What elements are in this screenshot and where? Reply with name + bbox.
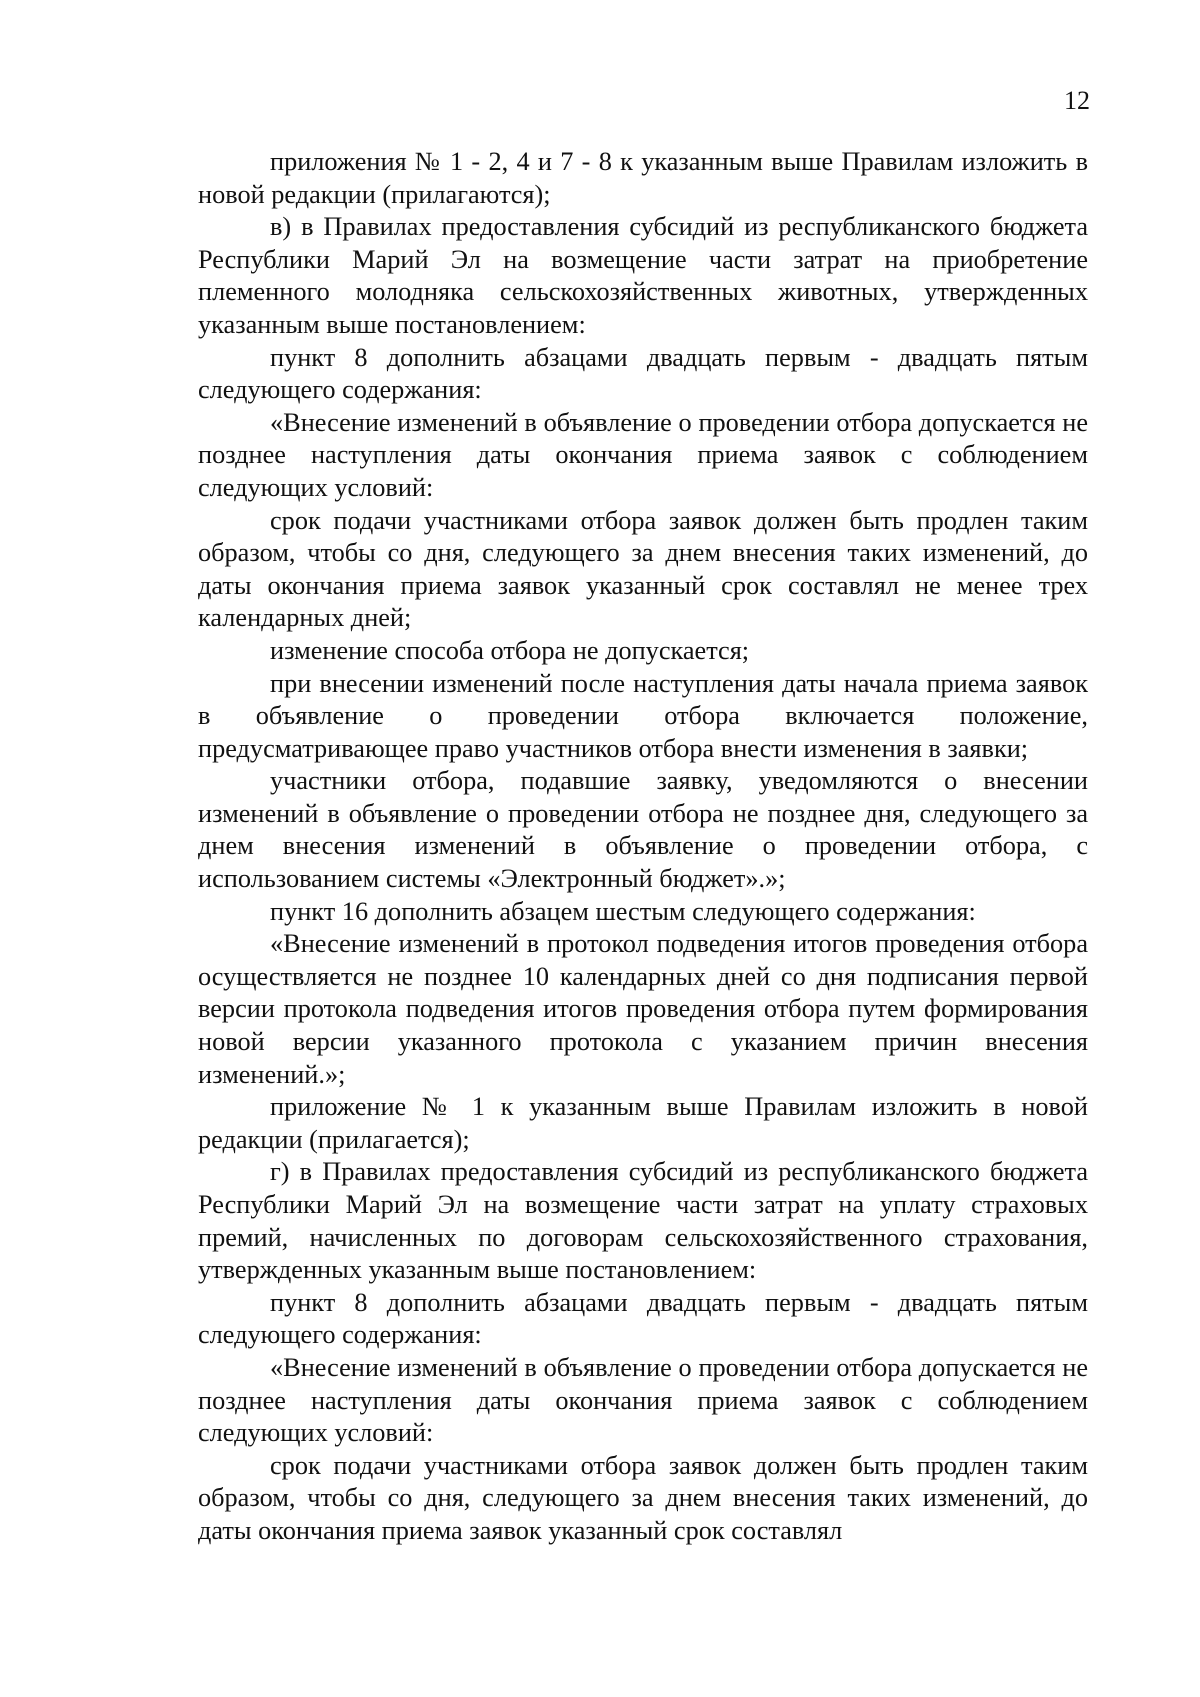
paragraph-item-g-insurance: г) в Правилах предоставления субсидий из республиканского бюджета Республики Марий Эл на возмещение части затрат на уплату страховых премий, начисленных по договорам сельскохозяйственного страхования, утвержденных указанным выше постановлением: [198,1157,1088,1285]
paragraph-point-8-addition: пункт 8 дополнить абзацами двадцать первым - двадцать пятым следующего содержания: [198,342,1088,405]
paragraph-method-unchanged: изменение способа отбора не допускается; [270,635,750,665]
paragraph-announcement-changes: «Внесение изменений в объявление о проведении отбора допускается не позднее наступления даты окончания приема заявок с соблюдением следующих условий: [198,407,1088,502]
paragraph-protocol-changes: «Внесение изменений в протокол подведения итогов проведения отбора осуществляется не позднее 10 календарных дней со дня подписания первой версии протокола подведения итогов проведения отбора путем формирования новой версии указанного протокола с указанием причин внесения изменений.»; [198,929,1088,1089]
paragraph-deadline-extension-2: срок подачи участниками отбора заявок должен быть продлен таким образом, чтобы со дня, следующего за днем внесения таких изменений, до даты окончания приема заявок указанный срок составлял [198,1450,1088,1545]
paragraph-appendix-1-2-4-7-8: приложения № 1 - 2, 4 и 7 - 8 к указанным выше Правилам изложить в новой редакции (прилагаются); [198,147,1088,209]
paragraph-participants-notified: участники отбора, подавшие заявку, уведомляются о внесении изменений в объявление о проведении отбора не позднее дня, следующего за днем внесения изменений в объявление о проведении отбора, с использованием системы «Электронный бюджет».»; [198,766,1088,894]
document-body [198,146,1088,1548]
paragraph-announcement-changes-2: «Внесение изменений в объявление о проведении отбора допускается не позднее наступления даты окончания приема заявок с соблюдением следующих условий: [198,1352,1088,1448]
paragraph-item-v-breeding-livestock: в) в Правилах предоставления субсидий из республиканского бюджета Республики Марий Эл на возмещение части затрат на приобретение племенного молодняка сельскохозяйственных животных, утвержденных указанным выше постановлением: [198,212,1088,339]
paragraph-point-16-addition: пункт 16 дополнить абзацем шестым следующего содержания: [270,896,976,926]
page-number: 12 [1064,86,1090,115]
paragraph-deadline-extension: срок подачи участниками отбора заявок должен быть продлен таким образом, чтобы со дня, следующего за днем внесения таких изменений, до даты окончания приема заявок указанный срок составлял не менее трех календарных дней; [198,505,1088,633]
paragraph-appendix-1: приложение № 1 к указанным выше Правилам изложить в новой редакции (прилагается); [198,1092,1088,1154]
paragraph-point-8-addition-2: пункт 8 дополнить абзацами двадцать первым - двадцать пятым следующего содержания: [198,1287,1088,1350]
paragraph-application-changes: при внесении изменений после наступления даты начала приема заявок в объявление о проведении отбора включается положение, предусматривающее право участников отбора внести изменения в заявки; [198,668,1088,763]
